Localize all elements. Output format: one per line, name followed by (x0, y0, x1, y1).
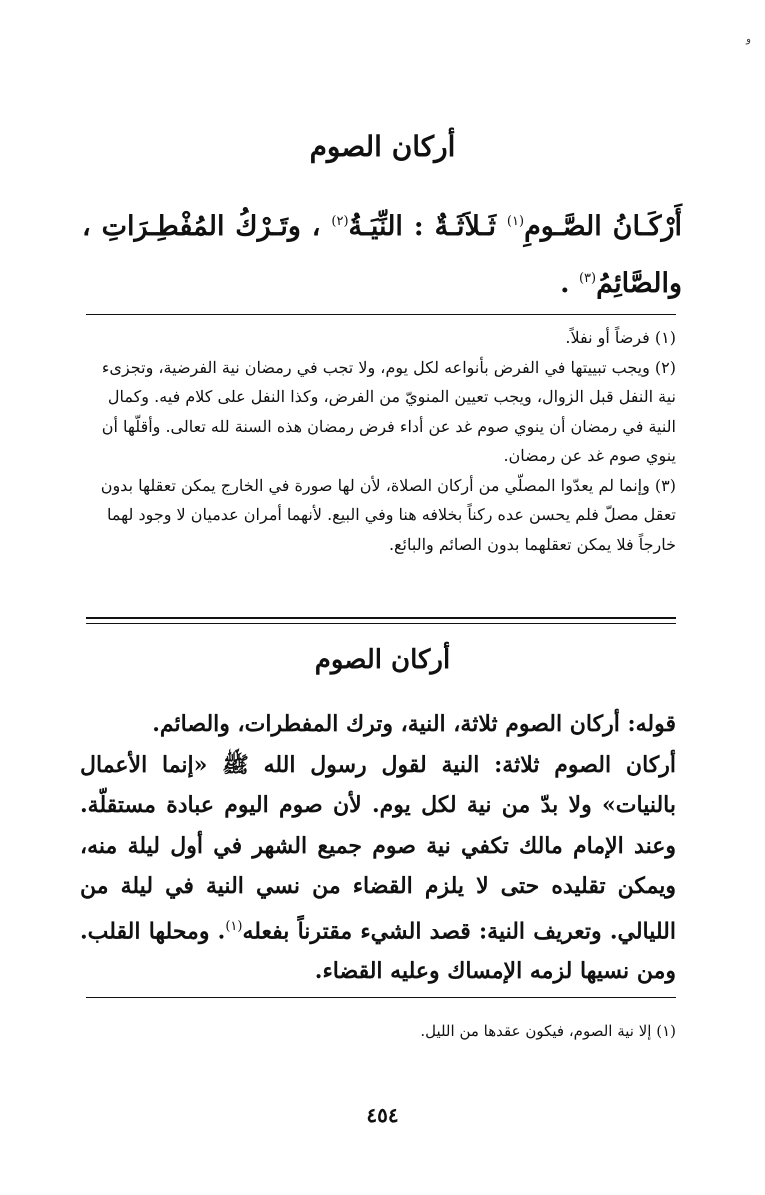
matn-heading: أركان الصوم (309, 130, 456, 163)
sharh-heading: أركان الصوم (314, 645, 451, 675)
matn-footnote-3: (٣) وإنما لم يعدّوا المصلّي من أركان الصلاة، لأن لها صورة في الخارج يمكن تعقلها بدون تعقل مصلّ فلم يحسن عده ركناً بخلافه هنا وفي البيع. لأنهما أمران عدميان لا وجود لهما خارجاً فلا يمكن تعقلهما بدون الصائم والبائع. (100, 475, 676, 554)
sharh-footnote-ref-1: (١) (225, 918, 243, 934)
matn-text (82, 196, 682, 310)
matn-footnote-1: (١) فرضاً أو نفلاً. (565, 328, 676, 347)
matn-part-4: . (560, 268, 579, 299)
sharh-text (80, 704, 676, 992)
page-number: ٤٥٤ (366, 1103, 399, 1127)
footnote-ref-3: (٣) (578, 271, 597, 286)
sharh-paragraph-2-end: . ومحلها القلب. ومن نسيها لزمه الإمساك وعليه القضاء. (80, 917, 676, 985)
footnote-divider (86, 314, 676, 315)
matn-footnotes (86, 323, 676, 559)
sharh-footnotes (86, 1018, 676, 1044)
section-divider-top (86, 617, 676, 619)
corner-mark: ﻭ (746, 34, 751, 45)
matn-part-1: أَرْكَـانُ الصَّـومِ (524, 211, 683, 242)
sharh-paragraph-1: قوله: أركان الصوم ثلاثة، النية، وترك المفطرات، والصائم. (152, 711, 676, 737)
matn-part-3: ، وتَـرْكُ المُفْطِـرَاتِ ، والصَّائِمُ (82, 211, 682, 299)
sharh-footnote-divider (86, 997, 676, 998)
sharh-paragraph-2-text: أركان الصوم ثلاثة: النية لقول رسول الله ﷺ «إنما الأعمال بالنيات» ولا بدّ من نية لكل يوم. لأن صوم اليوم عبادة مستقلّة. وعند الإمام مالك تكفي نية صوم جميع الشهر في أول ليلة منه، ويمكن تقليده حتى لا يلزم القضاء من نسي النية في ليلة من الليالي. وتعريف النية: قصد الشيء مقترناً بفعله (80, 751, 676, 944)
footnote-ref-1: (١) (506, 214, 525, 229)
matn-footnote-2: (٢) ويجب تبييتها في الفرض بأنواعه لكل يوم، ولا تجب في رمضان نية الفرضية، وتجزىء نية النفل قبل الزوال، ويجب تعيين المنويّ من الفرض، وكذا النفل على كلام فيه. وكمال النية في رمضان أن ينوي صوم غد عن أداء فرض رمضان هذه السنة لله تعالى. وأقلّها أن ينوي صوم غد عن رمضان. (101, 357, 676, 465)
sharh-paragraph-2 (80, 745, 676, 992)
sharh-footnote-1: (١) إلا نية الصوم، فيكون عقدها من الليل. (420, 1022, 676, 1040)
matn-part-2: ثَـلاَثَـةٌ : النِّيَـةُ (348, 211, 507, 242)
section-divider-bottom (86, 623, 676, 624)
footnote-ref-2: (٢) (331, 214, 349, 229)
